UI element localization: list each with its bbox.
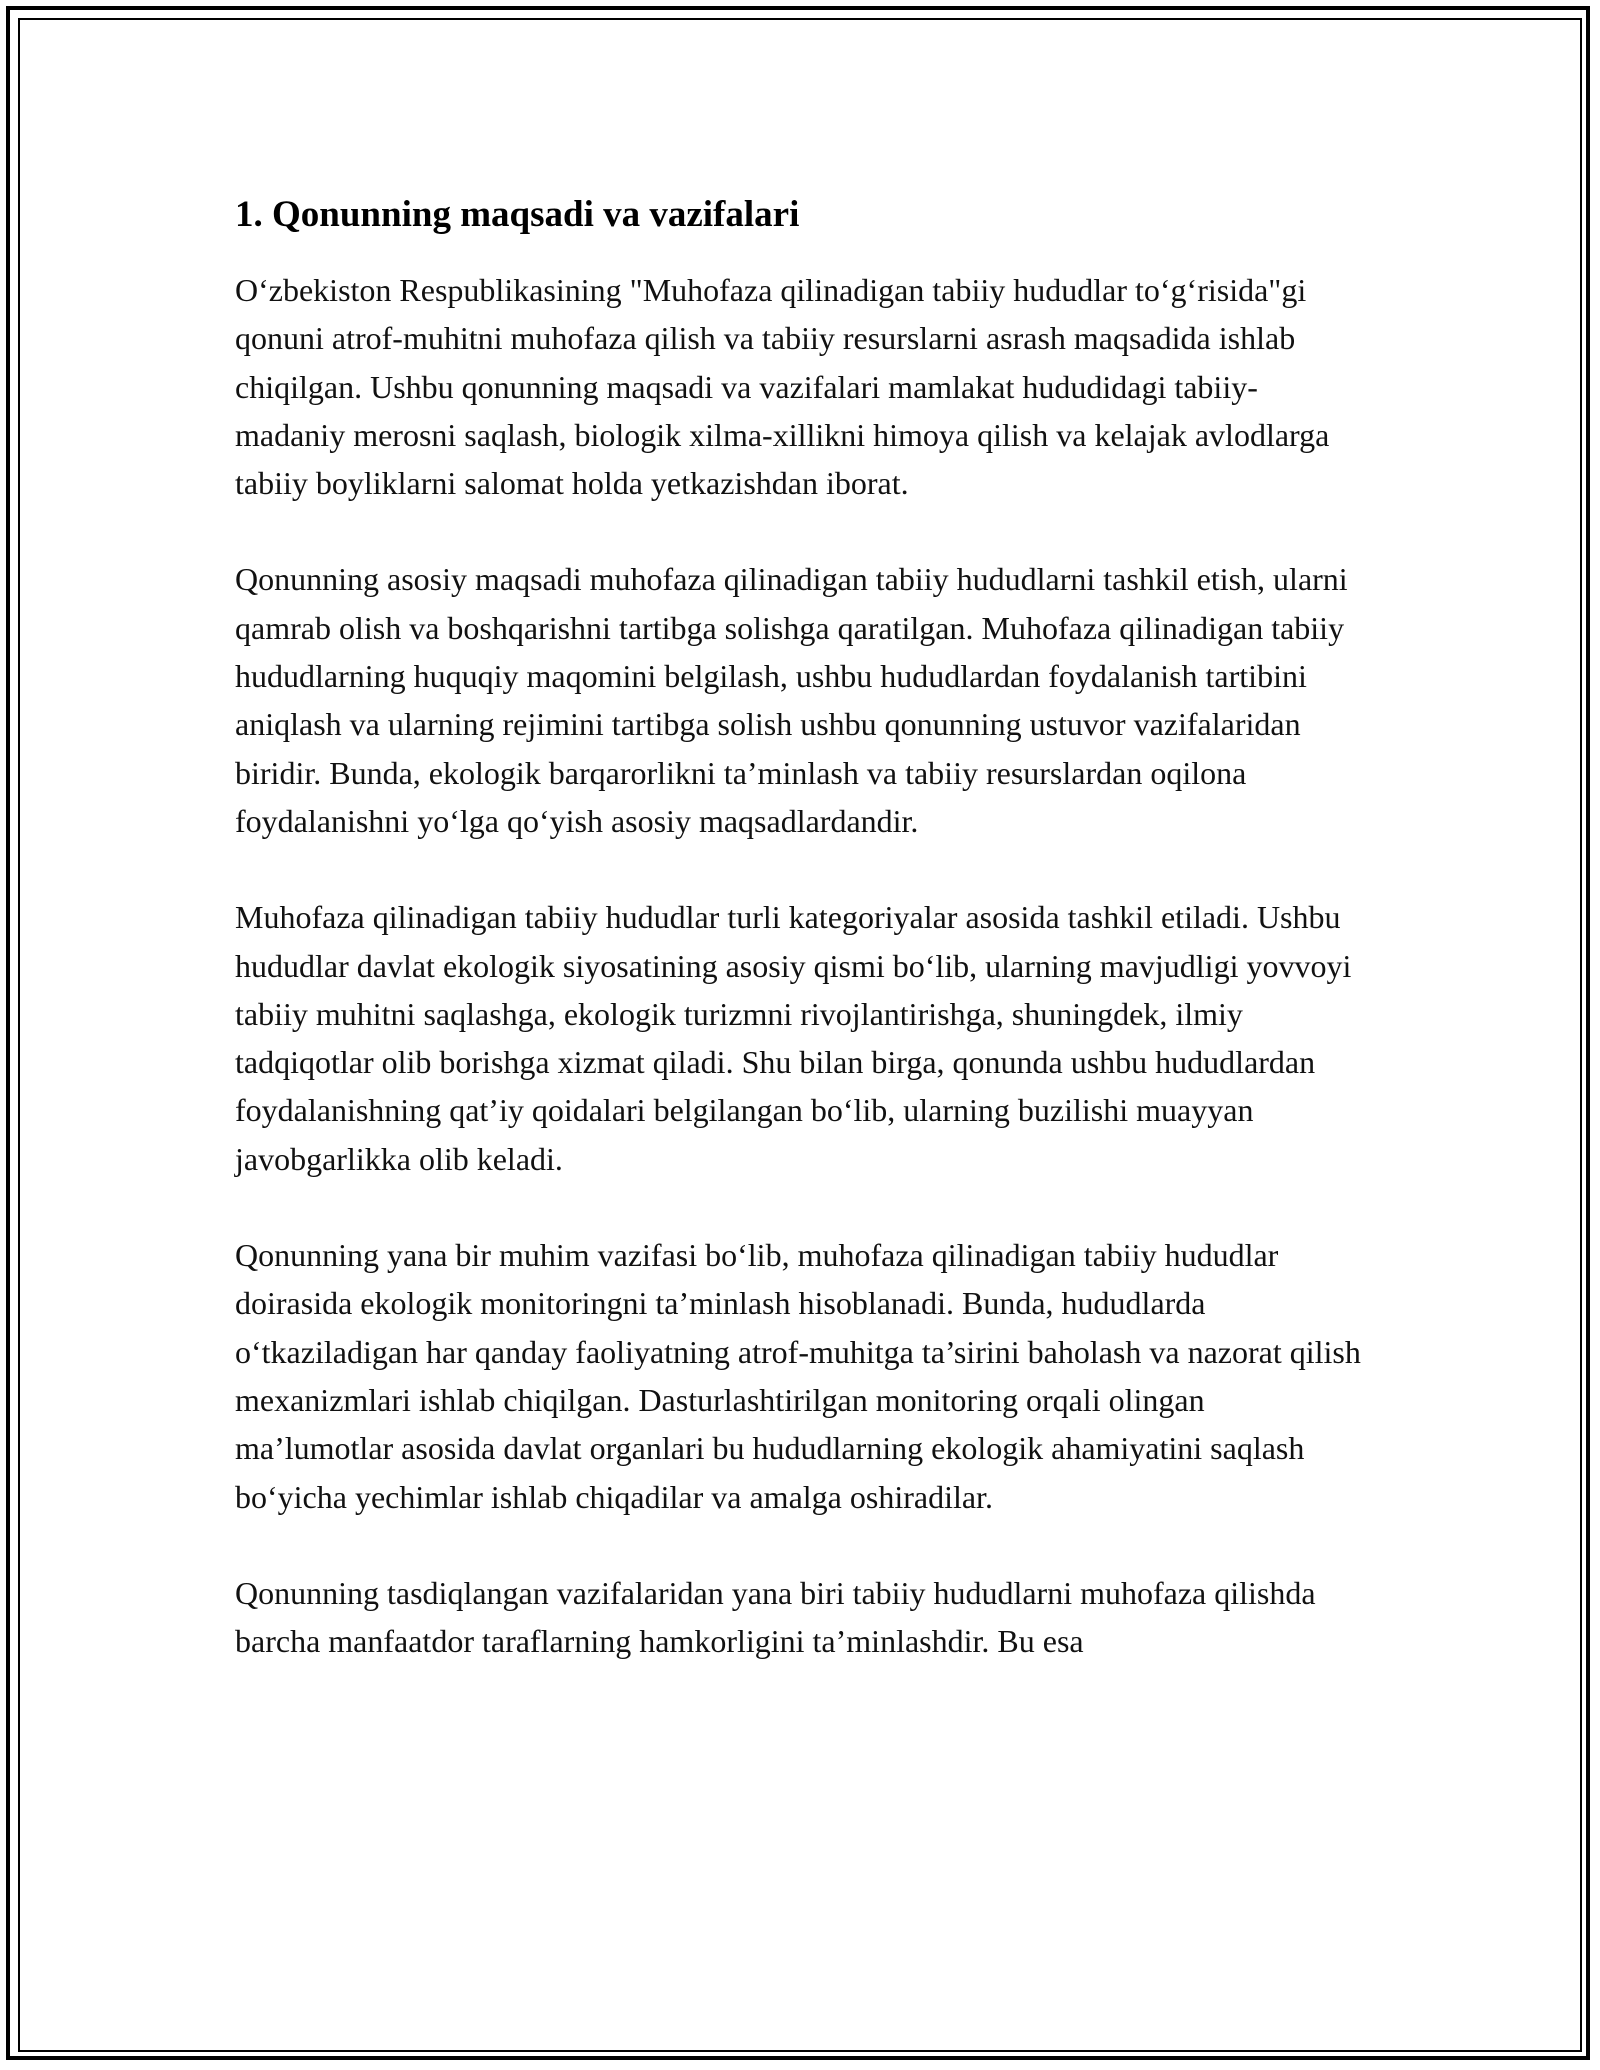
paragraph-5: Qonunning tasdiqlangan vazifalaridan yana biri tabiiy hududlarni muhofaza qilishda barcha manfaatdor taraflarning hamkorligini ta’minlashdir. Bu esa <box>235 1574 1316 1660</box>
paragraph-4: Qonunning yana bir muhim vazifasi bo‘lib, muhofaza qilinadigan tabiiy hududlar doirasida ekologik monitoringni ta’minlash hisoblanadi. Bunda, hududlarda o‘tkaziladigan har qanday faoliyatning atrof-muhitga ta’sirini baholash va nazorat qilish mexanizmlari ishlab chiqilgan. Dasturlashtirilgan monitoring orqali olingan ma’lumotlar asosida davlat organlari bu hududlarning ekologik ahamiyatini saqlash bo‘yicha yechimlar ishlab chiqadilar va amalga oshiradilar. <box>235 1237 1361 1515</box>
section-heading: 1. Qonunning maqsadi va vazifalari <box>235 194 800 235</box>
paragraph-2: Qonunning asosiy maqsadi muhofaza qilinadigan tabiiy hududlarni tashkil etish, ularni qamrab olish va boshqarishni tartibga solishga qaratilgan. Muhofaza qilinadigan tabiiy hududlarning huquqiy maqomini belgilash, ushbu hududlardan foydalanish tartibini aniqlash va ularning rejimini tartibga solish ushbu qonunning ustuvor vazifalaridan biridir. Bunda, ekologik barqarorlikni ta’minlash va tabiiy resurslardan oqilona foydalanishni yo‘lga qo‘yish asosiy maqsadlardandir. <box>235 561 1348 839</box>
paragraph-1: O‘zbekiston Respublikasining "Muhofaza qilinadigan tabiiy hududlar to‘g‘risida"gi qonuni atrof-muhitni muhofaza qilish va tabiiy resurslarni asrash maqsadida ishlab chiqilgan. Ushbu qonunning maqsadi va vazifalari mamlakat hududidagi tabiiy-madaniy merosni saqlash, biologik xilma-xillikni himoya qilish va kelajak avlodlarga tabiiy boyliklarni salomat holda yetkazishdan iborat. <box>235 272 1330 502</box>
document-body <box>235 188 1365 1713</box>
paragraph-3: Muhofaza qilinadigan tabiiy hududlar turli kategoriyalar asosida tashkil etiladi. Ushbu hududlar davlat ekologik siyosatining asosiy qismi bo‘lib, ularning mavjudligi yovvoyi tabiiy muhitni saqlashga, ekologik turizmni rivojlantirishga, shuningdek, ilmiy tadqiqotlar olib borishga xizmat qiladi. Shu bilan birga, qonunda ushbu hududlardan foydalanishning qat’iy qoidalari belgilangan bo‘lib, ularning buzilishi muayyan javobgarlikka olib keladi. <box>235 899 1352 1177</box>
